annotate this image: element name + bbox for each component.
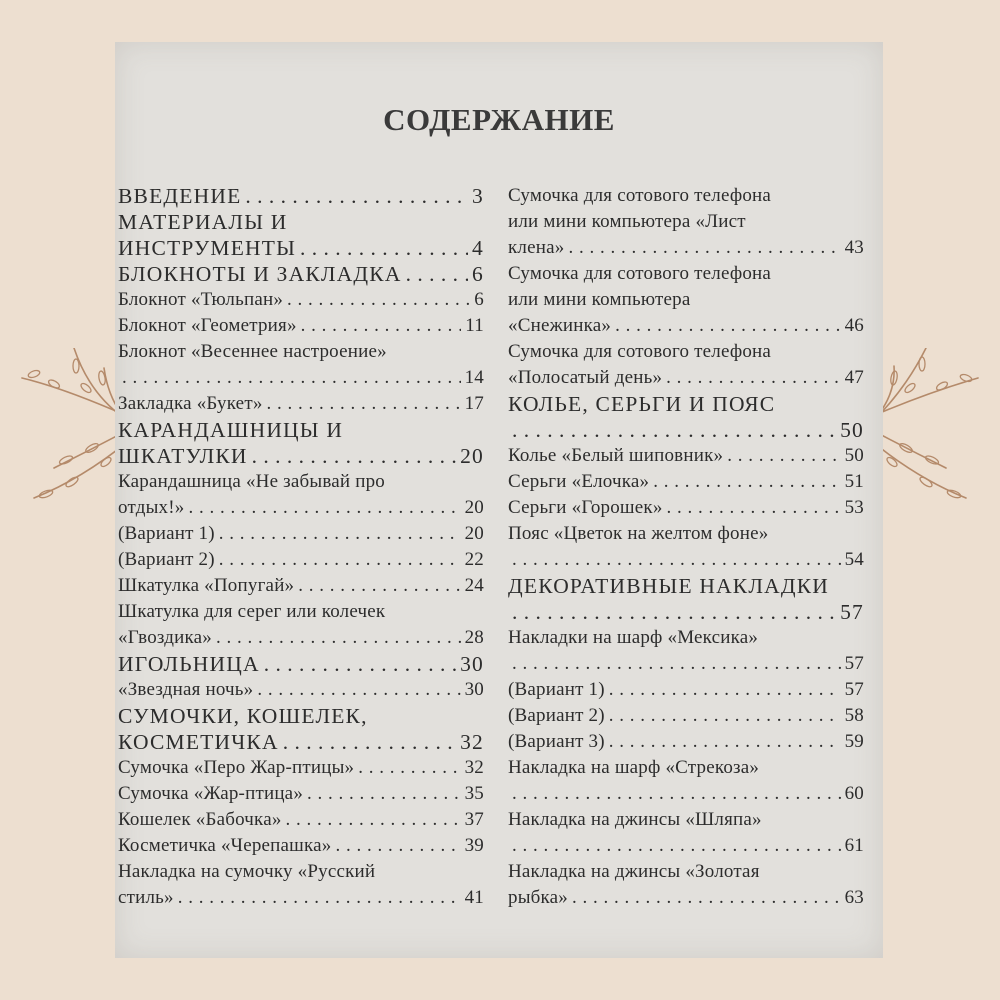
toc-entry-line bbox=[118, 729, 484, 755]
toc-entry bbox=[508, 807, 864, 859]
dot-leader bbox=[257, 677, 460, 703]
toc-entry-title: стиль» bbox=[118, 887, 174, 908]
toc-entry-line bbox=[508, 339, 864, 365]
toc-entry bbox=[508, 703, 864, 729]
toc-page-number: 22 bbox=[464, 549, 484, 570]
toc-entry-title: Шкатулка для серег или колечек bbox=[118, 601, 386, 622]
dot-leader bbox=[572, 885, 841, 911]
toc-entry-line bbox=[118, 781, 484, 807]
toc-page-number: 50 bbox=[844, 445, 864, 466]
dot-leader bbox=[512, 651, 841, 677]
toc-entry-title: «Снежинка» bbox=[508, 315, 612, 336]
toc-entry-line bbox=[118, 651, 484, 677]
toc-entry-line bbox=[508, 417, 864, 443]
toc-entry-title: Карандашница «Не забывай про bbox=[118, 471, 385, 492]
toc-entry bbox=[508, 183, 864, 261]
toc-entry-line bbox=[508, 365, 864, 391]
toc-entry-title: «Полосатый день» bbox=[508, 367, 663, 388]
toc-entry-line bbox=[508, 677, 864, 703]
toc-page-number: 59 bbox=[844, 731, 864, 752]
dot-leader bbox=[512, 599, 836, 625]
toc-entry bbox=[118, 261, 484, 287]
toc-page-number: 54 bbox=[844, 549, 864, 570]
toc-entry-line bbox=[508, 183, 864, 209]
toc-entry-line bbox=[118, 287, 484, 313]
toc-page-number: 51 bbox=[844, 471, 864, 492]
dot-leader bbox=[666, 365, 840, 391]
toc-entry-line bbox=[118, 573, 484, 599]
toc-entry-title: Косметичка «Черепашка» bbox=[118, 835, 332, 856]
toc-entry-line bbox=[508, 781, 864, 807]
toc-entry-line bbox=[508, 391, 864, 417]
toc-entry bbox=[118, 547, 484, 573]
toc-entry-title: Блокнот «Весеннее настроение» bbox=[118, 341, 387, 362]
toc-entry bbox=[508, 339, 864, 391]
dot-leader bbox=[512, 547, 841, 573]
dot-leader bbox=[512, 417, 836, 443]
toc-page-number: 20 bbox=[464, 497, 484, 518]
toc-page-number: 20 bbox=[460, 444, 484, 468]
toc-page-number: 61 bbox=[844, 835, 864, 856]
toc-page-number: 53 bbox=[844, 497, 864, 518]
toc-left-column bbox=[118, 183, 484, 911]
toc-entry-title: (Вариант 3) bbox=[508, 731, 605, 752]
toc-entry-line bbox=[118, 391, 484, 417]
toc-entry-line bbox=[118, 209, 484, 235]
toc-entry-title: (Вариант 2) bbox=[508, 705, 605, 726]
dot-leader bbox=[300, 235, 468, 261]
toc-entry-title: Кошелек «Бабочка» bbox=[118, 809, 282, 830]
dot-leader bbox=[245, 183, 468, 209]
toc-page-number: 30 bbox=[460, 652, 484, 676]
toc-page-number: 58 bbox=[844, 705, 864, 726]
toc-entry-line bbox=[118, 469, 484, 495]
toc-entry-title: Накладка на сумочку «Русский bbox=[118, 861, 376, 882]
toc-entry-line bbox=[508, 885, 864, 911]
toc-entry-title: «Гвоздика» bbox=[118, 627, 212, 648]
toc-page-number: 43 bbox=[844, 237, 864, 258]
toc-entry bbox=[508, 261, 864, 339]
toc-entry bbox=[118, 651, 484, 677]
toc-entry-line bbox=[508, 287, 864, 313]
toc-entry-line bbox=[508, 729, 864, 755]
toc-entry-title: Сумочка «Жар-птица» bbox=[118, 783, 304, 804]
toc-page-number: 24 bbox=[464, 575, 484, 596]
toc-entry-title: Накладка на джинсы «Золотая bbox=[508, 861, 760, 882]
toc-page-number: 41 bbox=[464, 887, 484, 908]
toc-page-number: 50 bbox=[840, 418, 864, 442]
toc-page-number: 17 bbox=[464, 393, 484, 414]
toc-entry-title: Серьги «Горошек» bbox=[508, 497, 663, 518]
toc-page-number: 4 bbox=[472, 236, 484, 260]
toc-entry-line bbox=[508, 313, 864, 339]
toc-entry-line bbox=[508, 443, 864, 469]
dot-leader bbox=[188, 495, 460, 521]
toc-entry bbox=[118, 573, 484, 599]
toc-page-number: 32 bbox=[464, 757, 484, 778]
dot-leader bbox=[219, 521, 461, 547]
toc-entry-line bbox=[118, 495, 484, 521]
toc-entry bbox=[508, 677, 864, 703]
toc-entry-title: «Звездная ночь» bbox=[118, 679, 254, 700]
toc-entry-line bbox=[508, 859, 864, 885]
dot-leader bbox=[301, 313, 462, 339]
toc-entry-line bbox=[508, 235, 864, 261]
toc-entry bbox=[118, 677, 484, 703]
toc-entry bbox=[508, 391, 864, 443]
toc-page-number: 46 bbox=[844, 315, 864, 336]
toc-page-number: 57 bbox=[840, 600, 864, 624]
toc-entry bbox=[118, 391, 484, 417]
dot-leader bbox=[406, 261, 468, 287]
toc-page-number: 63 bbox=[844, 887, 864, 908]
toc-entry bbox=[508, 573, 864, 625]
toc-entry-line bbox=[118, 183, 484, 209]
dot-leader bbox=[286, 807, 461, 833]
toc-entry-line bbox=[508, 625, 864, 651]
toc-entry-title: Накладки на шарф «Мексика» bbox=[508, 627, 759, 648]
dot-leader bbox=[264, 651, 456, 677]
toc-entry-line bbox=[118, 521, 484, 547]
toc-entry bbox=[118, 287, 484, 313]
book-page bbox=[115, 42, 883, 958]
willow-branch-right-icon bbox=[866, 348, 986, 518]
toc-entry-title: или мини компьютера bbox=[508, 289, 691, 310]
dot-leader bbox=[298, 573, 460, 599]
dot-leader bbox=[512, 781, 841, 807]
toc-page-number: 35 bbox=[464, 783, 484, 804]
toc-entry-title: Сумочка для сотового телефона bbox=[508, 263, 772, 284]
dot-leader bbox=[178, 885, 461, 911]
toc-entry-title: Пояс «Цветок на желтом фоне» bbox=[508, 523, 769, 544]
toc-page-number: 14 bbox=[464, 367, 484, 388]
toc-entry-line bbox=[508, 599, 864, 625]
toc-entry-title: Сумочка для сотового телефона bbox=[508, 185, 772, 206]
toc-entry-line bbox=[508, 547, 864, 573]
toc-page-number: 11 bbox=[465, 315, 484, 336]
toc-page-number: 60 bbox=[844, 783, 864, 804]
toc-entry-title: Серьги «Елочка» bbox=[508, 471, 650, 492]
toc-entry-line bbox=[118, 703, 484, 729]
toc-entry bbox=[118, 755, 484, 781]
toc-entry-line bbox=[118, 833, 484, 859]
toc-entry-line bbox=[118, 677, 484, 703]
toc-page-number: 6 bbox=[472, 262, 484, 286]
dot-leader bbox=[667, 495, 841, 521]
page-title: СОДЕРЖАНИЕ bbox=[383, 102, 615, 137]
toc-page-number: 6 bbox=[474, 289, 484, 310]
toc-entry bbox=[118, 469, 484, 521]
dot-leader bbox=[267, 391, 461, 417]
dot-leader bbox=[609, 677, 841, 703]
dot-leader bbox=[615, 313, 840, 339]
dot-leader bbox=[219, 547, 461, 573]
toc-entry-title: ИНСТРУМЕНТЫ bbox=[118, 236, 297, 260]
toc-entry-title: Закладка «Букет» bbox=[118, 393, 263, 414]
toc-entry-title: Сумочка для сотового телефона bbox=[508, 341, 772, 362]
dot-leader bbox=[358, 755, 460, 781]
toc-entry-line bbox=[508, 209, 864, 235]
toc-entry bbox=[118, 209, 484, 261]
toc-entry-line bbox=[118, 755, 484, 781]
toc-entry-title: рыбка» bbox=[508, 887, 569, 908]
dot-leader bbox=[287, 287, 470, 313]
toc-entry-line bbox=[508, 573, 864, 599]
toc-entry-line bbox=[508, 261, 864, 287]
toc-entry-title: отдых!» bbox=[118, 497, 185, 518]
toc-entry-title: КОЛЬЕ, СЕРЬГИ И ПОЯС bbox=[508, 392, 776, 416]
toc-entry-title: МАТЕРИАЛЫ И bbox=[118, 210, 288, 234]
toc-entry-line bbox=[118, 547, 484, 573]
toc-entry bbox=[508, 521, 864, 573]
toc-entry-line bbox=[508, 833, 864, 859]
toc-right-column bbox=[508, 183, 864, 911]
toc-entry bbox=[118, 339, 484, 391]
toc-entry-line bbox=[118, 625, 484, 651]
toc-entry bbox=[118, 859, 484, 911]
toc-entry-title: Блокнот «Геометрия» bbox=[118, 315, 297, 336]
toc-entry-title: Колье «Белый шиповник» bbox=[508, 445, 724, 466]
toc-entry-title: клена» bbox=[508, 237, 565, 258]
toc-page-number: 3 bbox=[472, 184, 484, 208]
toc-entry-title: (Вариант 2) bbox=[118, 549, 215, 570]
toc-entry-line bbox=[118, 261, 484, 287]
toc-entry-line bbox=[508, 755, 864, 781]
toc-entry-line bbox=[508, 807, 864, 833]
toc-entry bbox=[118, 599, 484, 651]
toc-entry-line bbox=[118, 235, 484, 261]
toc-entry-line bbox=[118, 313, 484, 339]
toc-entry bbox=[118, 417, 484, 469]
dot-leader bbox=[609, 703, 841, 729]
toc-entry-line bbox=[118, 339, 484, 365]
toc-entry bbox=[508, 625, 864, 677]
toc-entry-title: КОСМЕТИЧКА bbox=[118, 730, 279, 754]
toc-entry bbox=[118, 703, 484, 755]
toc-entry-title: Сумочка «Перо Жар-птицы» bbox=[118, 757, 355, 778]
toc-entry-title: Шкатулка «Попугай» bbox=[118, 575, 295, 596]
toc-entry-title: ИГОЛЬНИЦА bbox=[118, 652, 260, 676]
toc-entry-line bbox=[508, 495, 864, 521]
toc-entry bbox=[508, 469, 864, 495]
toc-entry-title: Накладка на шарф «Стрекоза» bbox=[508, 757, 760, 778]
dot-leader bbox=[609, 729, 841, 755]
toc-page-number: 47 bbox=[844, 367, 864, 388]
toc-entry bbox=[508, 755, 864, 807]
dot-leader bbox=[568, 235, 840, 261]
toc-entry-title: ШКАТУЛКИ bbox=[118, 444, 248, 468]
toc-entry-line bbox=[508, 703, 864, 729]
toc-entry-title: ДЕКОРАТИВНЫЕ НАКЛАДКИ bbox=[508, 574, 829, 598]
dot-leader bbox=[727, 443, 840, 469]
toc-entry-title: ВВЕДЕНИЕ bbox=[118, 184, 242, 208]
toc-entry bbox=[118, 833, 484, 859]
dot-leader bbox=[307, 781, 461, 807]
dot-leader bbox=[216, 625, 461, 651]
toc-entry-title: (Вариант 1) bbox=[508, 679, 605, 700]
toc-entry-title: БЛОКНОТЫ И ЗАКЛАДКА bbox=[118, 262, 402, 286]
toc-page-number: 30 bbox=[464, 679, 484, 700]
toc-page-number: 32 bbox=[460, 730, 484, 754]
toc-entry bbox=[118, 313, 484, 339]
toc-entry-line bbox=[118, 885, 484, 911]
toc-entry-line bbox=[118, 807, 484, 833]
toc-entry-title: или мини компьютера «Лист bbox=[508, 211, 746, 232]
toc-entry bbox=[118, 521, 484, 547]
toc-page-number: 37 bbox=[464, 809, 484, 830]
toc-entry bbox=[118, 183, 484, 209]
dot-leader bbox=[283, 729, 456, 755]
toc-page-number: 57 bbox=[844, 653, 864, 674]
toc-page-number: 57 bbox=[844, 679, 864, 700]
toc-entry-line bbox=[118, 859, 484, 885]
toc-entry bbox=[508, 729, 864, 755]
toc-entry bbox=[508, 859, 864, 911]
dot-leader bbox=[122, 365, 461, 391]
toc-entry-line bbox=[118, 599, 484, 625]
toc-entry bbox=[508, 443, 864, 469]
toc-entry-line bbox=[508, 651, 864, 677]
toc-entry bbox=[508, 495, 864, 521]
dot-leader bbox=[335, 833, 460, 859]
toc-entry-title: СУМОЧКИ, КОШЕЛЕК, bbox=[118, 704, 368, 728]
toc-page-number: 28 bbox=[464, 627, 484, 648]
toc-entry-line bbox=[508, 469, 864, 495]
toc-entry-line bbox=[118, 365, 484, 391]
dot-leader bbox=[512, 833, 841, 859]
toc-entry-line bbox=[118, 443, 484, 469]
toc-entry bbox=[118, 781, 484, 807]
toc-entry-title: КАРАНДАШНИЦЫ И bbox=[118, 418, 344, 442]
toc-entry-title: Блокнот «Тюльпан» bbox=[118, 289, 284, 310]
toc-entry-line bbox=[118, 417, 484, 443]
toc-entry-title: (Вариант 1) bbox=[118, 523, 215, 544]
toc-page-number: 39 bbox=[464, 835, 484, 856]
toc-entry-title: Накладка на джинсы «Шляпа» bbox=[508, 809, 762, 830]
toc-entry bbox=[118, 807, 484, 833]
dot-leader bbox=[653, 469, 840, 495]
toc-page-number: 20 bbox=[464, 523, 484, 544]
dot-leader bbox=[252, 443, 456, 469]
toc-entry-line bbox=[508, 521, 864, 547]
